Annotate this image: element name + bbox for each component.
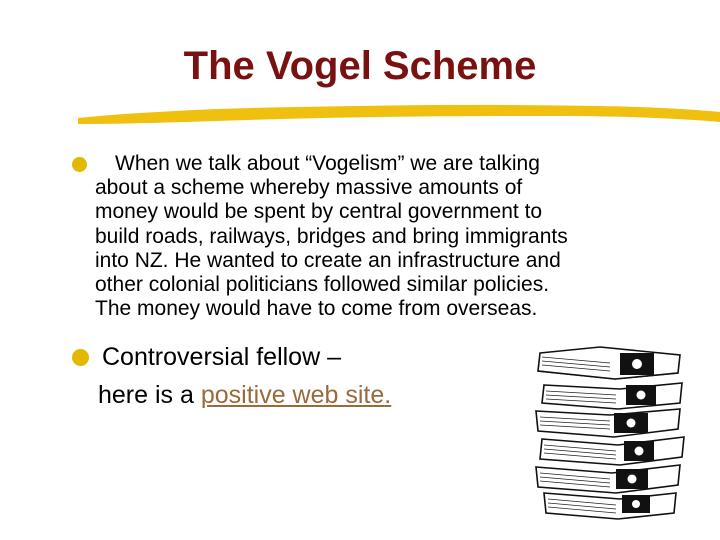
slide-title: The Vogel Scheme [183,44,537,88]
bullet-controversial: Controversial fellow – [102,343,341,371]
paragraph-line: build roads, railways, bridges and bring immigrants [95,224,568,248]
link-period: . [384,381,392,409]
bullet-paragraph-vogelism [95,152,655,321]
paragraph-line: about a scheme whereby massive amounts of [95,176,523,200]
bullet-dot [72,349,89,366]
web-site-line [98,380,391,410]
paragraph-line: money would be spent by central government to [95,200,543,224]
line-prefix: here is a [98,381,201,409]
paragraph-line: The money would have to come from overseas. [95,297,538,321]
paragraph-line: When we talk about “Vogelism” we are talking [115,152,540,175]
bullet-dot [72,157,87,172]
paragraph-line: into NZ. He wanted to create an infrastructure and [95,248,561,272]
positive-web-site-link[interactable]: positive web site [200,381,385,409]
title-underline-brush [78,98,720,130]
paragraph-line: other colonial politicians followed similar policies. [95,273,550,297]
money-stack-illustration [530,345,690,520]
